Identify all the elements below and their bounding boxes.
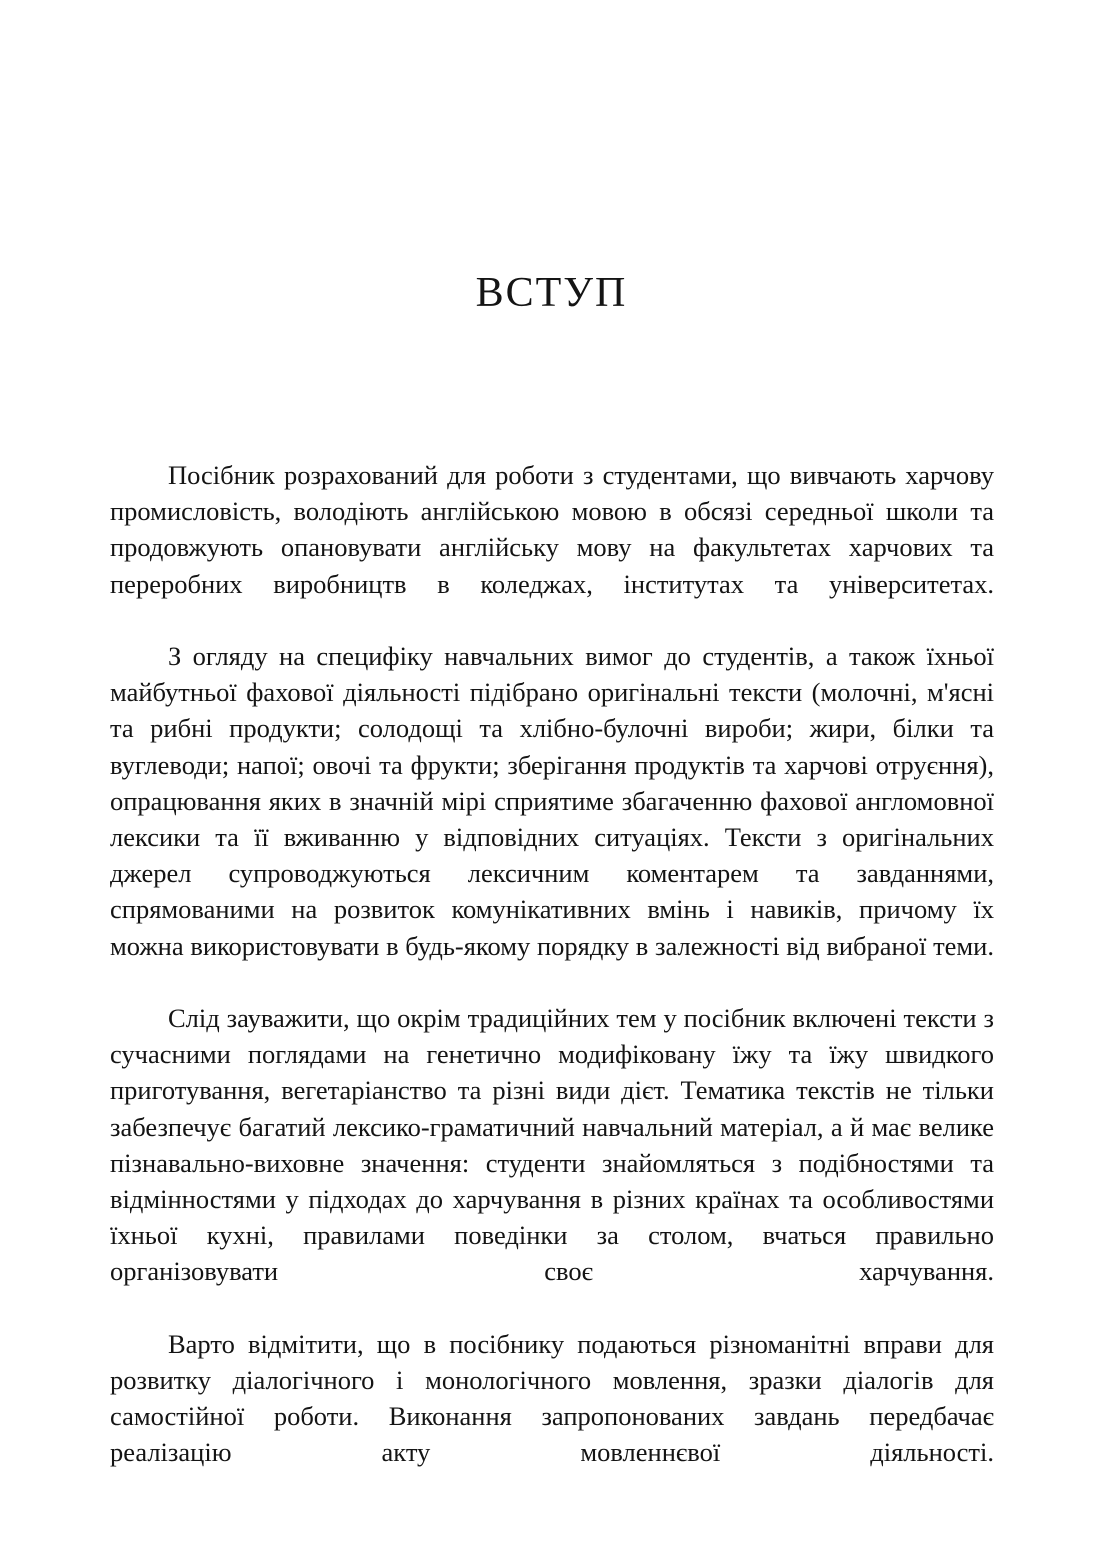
paragraph-3: Слід зауважити, що окрім традиційних тем у посібник включені тексти з сучасними поглядами на генетично модифіковану їжу та їжу швидкого приготування, вегетаріанство та різні види дієт. Тематика текстів не тільки забезпечує багатий лексико-граматичний навчальний матеріал, а й має велике пізнавально-виховне значення: студенти знайомляться з подібностями та відмінностями у підходах до харчування в різних країнах та особливостями їхньої кухні, правилами поведінки за столом, вчаться правильно організовувати своє харчування. <box>110 1003 994 1287</box>
paragraph-4: Варто відмітити, що в посібнику подаються різноманітні вправи для розвитку діалогічного і монологічного мовлення, зразки діалогів для самостійної роботи. Виконання запропонованих завдань передбачає реалізацію акту мовленнєвої діяльності. <box>110 1328 994 1468</box>
paragraph-1: Посібник розрахований для роботи з студентами, що вивчають харчову промисловість, володіють англійською мовою в обсязі середньої школи та продовжують опановувати англійську мову на факультетах харчових та переробних виробництв в коледжах, інститутах та університетах. <box>110 460 994 599</box>
body-text-block <box>110 457 994 1507</box>
page-title: ВСТУП <box>475 270 628 316</box>
paragraph-2: З огляду на специфіку навчальних вимог до студентів, а також їхньої майбутньої фахової діяльності підібрано оригінальні тексти (молочні, м'ясні та рибні продукти; солодощі та хлібно-булочні вироби; жири, білки та вуглеводи; напої; овочі та фрукти; зберігання продуктів та харчові отруєння), опрацювання яких в значній мірі сприятиме збагаченню фахової англомовної лексики та її вживанню у відповідних ситуаціях. Тексти з оригінальних джерел супроводжуються лексичним коментарем та завданнями, спрямованими на розвиток комунікативних вмінь і навиків, причому їх можна використовувати в будь-якому порядку в залежності від вибраної теми. <box>110 641 994 961</box>
